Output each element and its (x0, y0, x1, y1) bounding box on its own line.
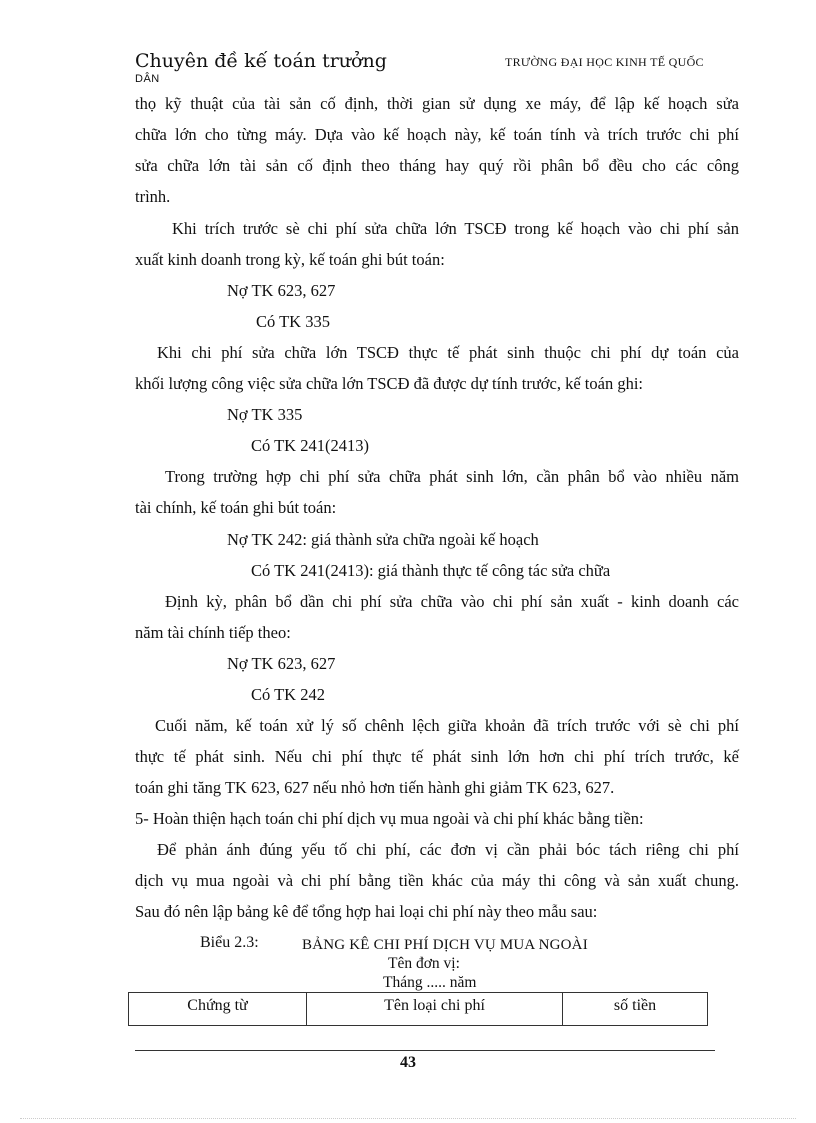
body-line: Để phản ánh đúng yếu tố chi phí, các đơn vị cần phải bóc tách riêng chi phí (157, 840, 739, 859)
header-title-right-continued: DÂN (135, 73, 160, 85)
body-line: toán ghi tăng TK 623, 627 nếu nhỏ hơn tiến hành ghi giảm TK 623, 627. (135, 778, 615, 797)
expense-table-header (128, 992, 708, 1026)
journal-entry-credit: Có TK 335 (256, 312, 330, 331)
column-header-document: Chứng từ (129, 993, 307, 1025)
body-line: Định kỳ, phân bổ dần chi phí sửa chữa vào chi phí sản xuất - kinh doanh các (165, 592, 739, 611)
form-label: Biểu 2.3: (200, 934, 259, 951)
journal-entry-credit: Có TK 242 (251, 685, 325, 704)
body-line: sửa chữa lớn tài sản cố định theo tháng hay quý rồi phân bổ đều cho các công (135, 156, 739, 175)
body-line: Cuối năm, kế toán xử lý số chênh lệch giữa khoản đã trích trước với sè chi phí (155, 716, 739, 735)
column-header-expense-type: Tên loại chi phí (307, 993, 563, 1025)
section-heading: 5- Hoàn thiện hạch toán chi phí dịch vụ mua ngoài và chi phí khác bằng tiền: (135, 809, 644, 828)
body-line: xuất kinh doanh trong kỳ, kế toán ghi bút toán: (135, 250, 445, 269)
body-line: thọ kỹ thuật của tài sản cố định, thời gian sử dụng xe máy, để lập kế hoạch sửa (135, 94, 739, 113)
body-line: Khi chi phí sửa chữa lớn TSCĐ thực tế phát sinh thuộc chi phí dự toán của (157, 343, 739, 362)
journal-entry-debit: Nợ TK 623, 627 (227, 654, 336, 673)
journal-entry-debit: Nợ TK 623, 627 (227, 281, 336, 300)
body-line: trình. (135, 187, 171, 206)
body-line: chữa lớn cho từng máy. Dựa vào kế hoạch này, kế toán tính và trích trước chi phí (135, 125, 739, 144)
header-title-left: Chuyên đề kế toán trưởng (135, 50, 387, 72)
journal-entry-debit: Nợ TK 242: giá thành sửa chữa ngoài kế hoạch (227, 530, 539, 549)
body-line: khối lượng công việc sửa chữa lớn TSCĐ đã được dự tính trước, kế toán ghi: (135, 374, 644, 393)
body-line: Sau đó nên lập bảng kê để tổng hợp hai loại chi phí này theo mẫu sau: (135, 902, 598, 921)
footer-divider (135, 1050, 715, 1051)
form-unit-name: Tên đơn vị: (388, 955, 460, 972)
header-title-right: TRƯỜNG ĐẠI HỌC KINH TẾ QUỐC (505, 55, 704, 69)
body-line: dịch vụ mua ngoài và chi phí bằng tiền khác của máy thi công và sản xuất chung. (135, 871, 739, 890)
page-number: 43 (400, 1054, 416, 1071)
form-period: Tháng ..... năm (383, 974, 477, 991)
body-line: tài chính, kế toán ghi bút toán: (135, 498, 337, 517)
column-header-amount: số tiền (613, 997, 657, 1014)
body-line: thực tế phát sinh. Nếu chi phí thực tế phát sinh lớn hơn chi phí trích trước, kế (135, 747, 739, 766)
body-line: Khi trích trước sè chi phí sửa chữa lớn TSCĐ trong kế hoạch vào chi phí sản (172, 219, 739, 238)
form-title: BẢNG KÊ CHI PHÍ DỊCH VỤ MUA NGOÀI (302, 937, 588, 953)
page-bottom-border (20, 1118, 796, 1119)
journal-entry-credit: Có TK 241(2413) (251, 436, 369, 455)
body-line: Trong trường hợp chi phí sửa chữa phát sinh lớn, cần phân bổ vào nhiều năm (165, 467, 739, 486)
body-line: năm tài chính tiếp theo: (135, 623, 291, 642)
journal-entry-credit: Có TK 241(2413): giá thành thực tế công tác sửa chữa (251, 561, 611, 580)
journal-entry-debit: Nợ TK 335 (227, 405, 303, 424)
